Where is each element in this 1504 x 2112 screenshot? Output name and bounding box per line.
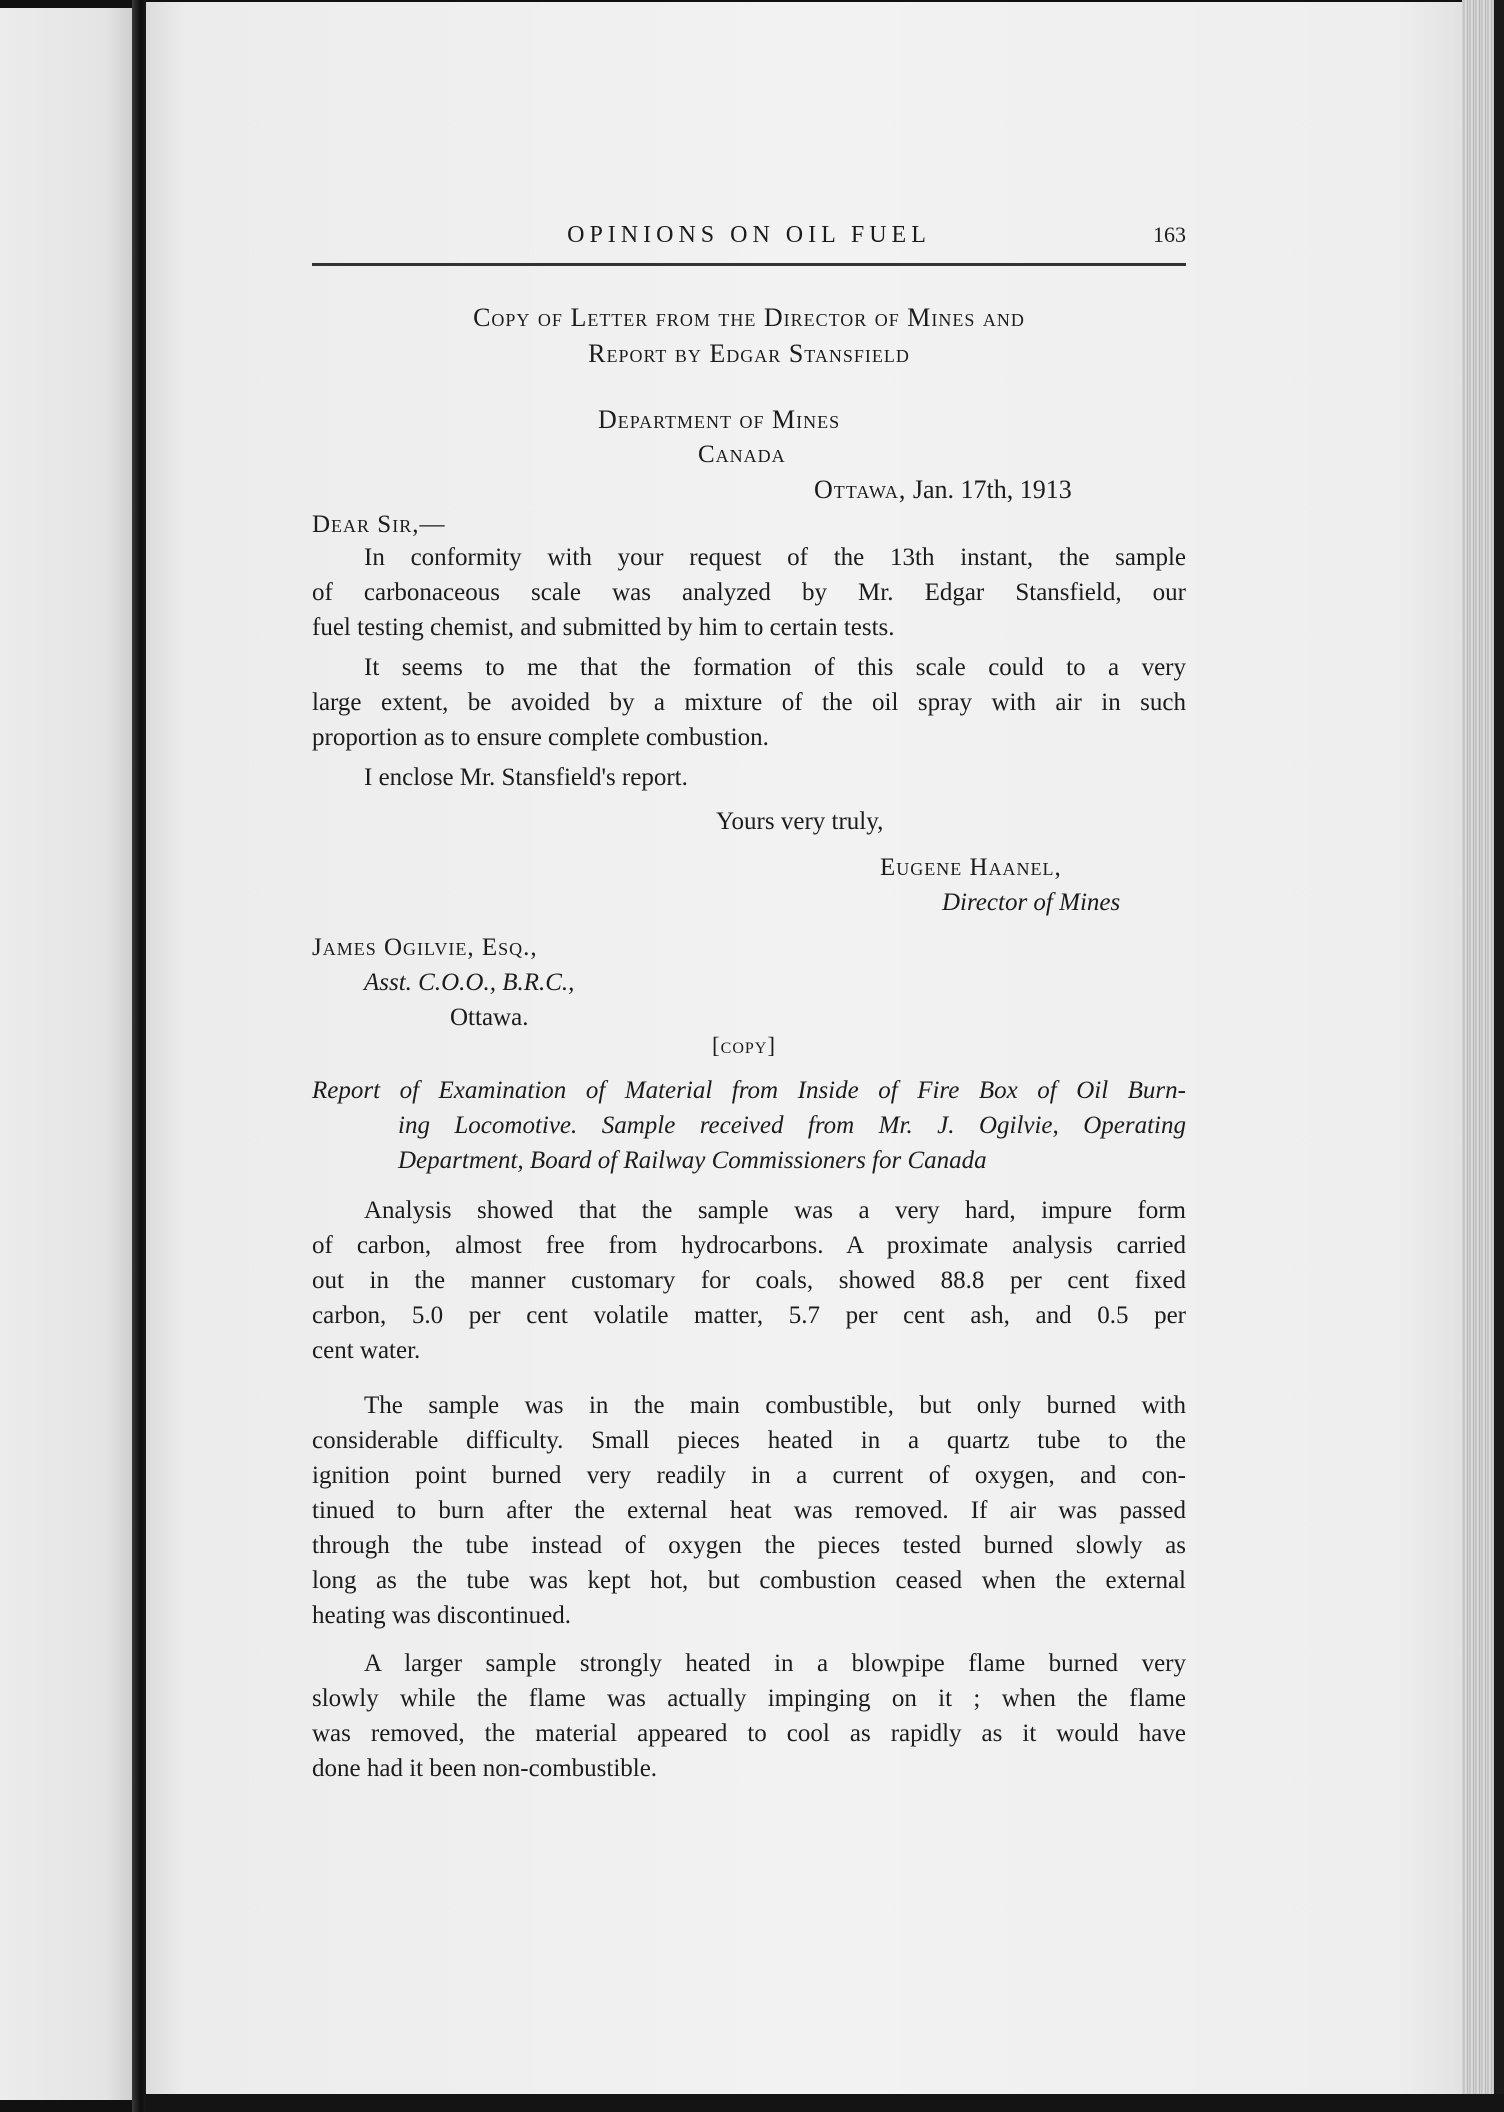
- bottom-shadow: [146, 2094, 1504, 2112]
- text-line: heating was discontinued.: [312, 1602, 571, 1629]
- letter-heading-line: Report by Edgar Stansfield: [588, 339, 910, 368]
- department-name: Department of Mines: [598, 405, 841, 434]
- text-line: long as the tube was kept hot, but combustion ceased when the external: [312, 1567, 1186, 1594]
- text-line: The sample was in the main combustible, but only burned with: [364, 1392, 1186, 1419]
- text-line: of carbon, almost free from hydrocarbons. A proximate analysis carried: [312, 1232, 1186, 1259]
- report-paragraph-2: [312, 1388, 1186, 1633]
- text-line: fuel testing chemist, and submitted by him to certain tests.: [312, 614, 895, 641]
- date-value: Jan. 17th, 1913: [912, 475, 1072, 504]
- text-line: done had it been non-combustible.: [312, 1755, 658, 1782]
- text-line: of carbonaceous scale was analyzed by Mr. Edgar Stansfield, our: [312, 579, 1186, 606]
- letter-paragraph-1: [312, 540, 1186, 645]
- text-line: slowly while the flame was actually impinging on it ; when the flame: [312, 1685, 1186, 1712]
- report-title-line: Report of Examination of Material from Inside of Fire Box of Oil Burn-: [312, 1077, 1186, 1104]
- text-line: large extent, be avoided by a mixture of the oil spray with air in such: [312, 689, 1186, 716]
- running-title: OPINIONS ON OIL FUEL: [567, 222, 931, 248]
- addressee-city: Ottawa.: [450, 1004, 529, 1031]
- text-line: out in the manner customary for coals, showed 88.8 per cent fixed: [312, 1267, 1186, 1294]
- letter-paragraph-2: [312, 650, 1186, 755]
- addressee-name: James Ogilvie, Esq.,: [312, 934, 538, 961]
- text-line: It seems to me that the formation of this scale could to a very: [364, 654, 1186, 681]
- page-number: 163: [1153, 222, 1186, 247]
- page-edges: [1462, 0, 1504, 2112]
- text-line: carbon, 5.0 per cent volatile matter, 5.7 per cent ash, and 0.5 per: [312, 1302, 1186, 1329]
- signature-title: Director of Mines: [942, 889, 1121, 916]
- letter-heading-line: Copy of Letter from the Director of Mines and: [473, 303, 1025, 332]
- report-title: [312, 1073, 1186, 1178]
- salutation: Dear Sir,—: [312, 511, 446, 538]
- text-line: A larger sample strongly heated in a blowpipe flame burned very: [364, 1650, 1186, 1677]
- text-line: tinued to burn after the external heat was removed. If air was passed: [312, 1497, 1186, 1524]
- text-line: through the tube instead of oxygen the pieces tested burned slowly as: [312, 1532, 1186, 1559]
- report-paragraph-1: [312, 1193, 1186, 1368]
- header-rule: [312, 263, 1186, 266]
- signature-name: Eugene Haanel,: [880, 854, 1062, 881]
- text-line: Analysis showed that the sample was a very hard, impure form: [364, 1197, 1186, 1224]
- running-header: [312, 222, 1186, 258]
- copy-mark: [copy]: [712, 1033, 776, 1058]
- text-line: was removed, the material appeared to cool as rapidly as it would have: [312, 1720, 1186, 1747]
- letter-date: [814, 472, 1072, 507]
- report-title-line: Department, Board of Railway Commissioners for Canada: [398, 1147, 987, 1174]
- text-line: proportion as to ensure complete combustion.: [312, 724, 769, 751]
- book-spine: [132, 0, 146, 2112]
- text-line: In conformity with your request of the 13th instant, the sample: [364, 544, 1186, 571]
- report-title-line: ing Locomotive. Sample received from Mr. J. Ogilvie, Operating: [398, 1112, 1186, 1139]
- addressee-title: Asst. C.O.O., B.R.C.,: [364, 969, 575, 996]
- country-name: Canada: [698, 441, 786, 468]
- text-line: considerable difficulty. Small pieces heated in a quartz tube to the: [312, 1427, 1186, 1454]
- facing-page: [0, 8, 132, 2100]
- letter-paragraph-3: I enclose Mr. Stansfield's report.: [364, 764, 688, 791]
- date-place: Ottawa,: [814, 475, 907, 504]
- text-line: ignition point burned very readily in a current of oxygen, and con-: [312, 1462, 1186, 1489]
- letter-closing: Yours very truly,: [716, 808, 884, 835]
- report-paragraph-3: [312, 1646, 1186, 1786]
- letter-heading: [312, 300, 1186, 372]
- text-line: cent water.: [312, 1337, 421, 1364]
